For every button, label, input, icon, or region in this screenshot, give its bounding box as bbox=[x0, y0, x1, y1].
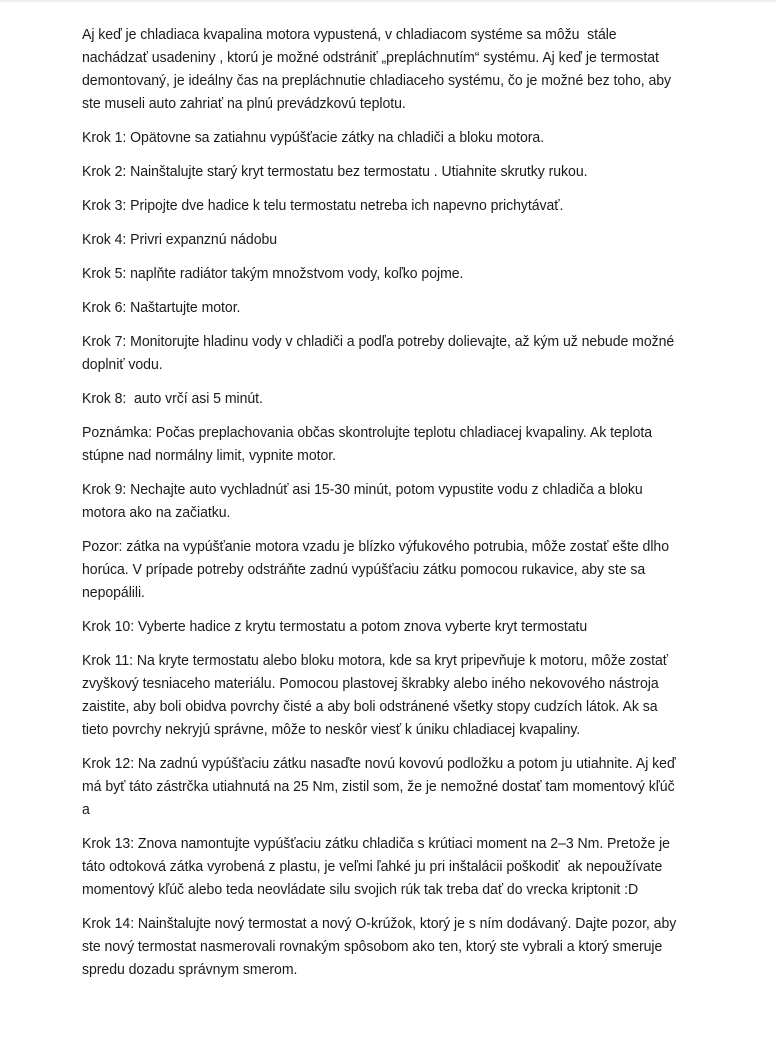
paragraph-krok-12: Krok 12: Na zadnú vypúšťaciu zátku nasaďte novú kovovú podložku a potom ju utiahnite. Aj keď má byť táto zástrčka utiahnutá na 25 Nm, zistil som, že je nemožné dostať tam momentový kľúč a bbox=[82, 756, 680, 818]
paragraph-krok-4: Krok 4: Privri expanznú nádobu bbox=[82, 232, 278, 248]
paragraph-krok-7: Krok 7: Monitorujte hladinu vody v chladiči a podľa potreby dolievajte, až kým už nebude možné doplniť vodu. bbox=[82, 334, 679, 373]
paragraph-pozor: Pozor: zátka na vypúšťanie motora vzadu je blízko výfukového potrubia, môže zostať ešte dlho horúca. V prípade potreby odstráňte zadnú vypúšťaciu zátku pomocou rukavice, aby ste sa nepopálili. bbox=[82, 539, 673, 601]
paragraph-krok-11: Krok 11: Na kryte termostatu alebo bloku motora, kde sa kryt pripevňuje k motoru, môže zostať zvyškový tesniaceho materiálu. Pomocou plastovej škrabky alebo iného nekovového nástroja zaistite, aby boli obidva povrchy čisté a aby boli odstránené všetky stopy cudzích látok. Ak sa tieto povrchy nekryjú správne, môže to neskôr viesť k úniku chladiacej kvapaliny. bbox=[82, 653, 672, 738]
paragraph-intro: Aj keď je chladiaca kvapalina motora vypustená, v chladiacom systéme sa môžu stále nachádzať usadeniny , ktorú je možné odstrániť „prepláchnutím“ systému. Aj keď je termostat demontovaný, je ideálny čas na prepláchnutie chladiaceho systému, čo je možné bez toho, aby ste museli auto zahriať na plnú prevádzkovú teplotu. bbox=[82, 27, 675, 112]
paragraph-krok-1: Krok 1: Opätovne sa zatiahnu vypúšťacie zátky na chladiči a bloku motora. bbox=[82, 130, 545, 146]
paragraph-poznamka: Poznámka: Počas preplachovania občas skontrolujte teplotu chladiacej kvapaliny. Ak teplota stúpne nad normálny limit, vypnite motor. bbox=[82, 425, 656, 464]
paragraph-krok-13: Krok 13: Znova namontujte vypúšťaciu zátku chladiča s krútiaci moment na 2–3 Nm. Pretože je táto odtoková zátka vyrobená z plastu, je veľmi ľahké ju pri inštalácii poškodiť ak nepoužívate momentový kľúč alebo teda neovládate silu svojich rúk tak treba dať do vrecka kriptonit :D bbox=[82, 836, 674, 898]
paragraph-krok-2: Krok 2: Nainštalujte starý kryt termostatu bez termostatu . Utiahnite skrutky rukou. bbox=[82, 164, 588, 180]
document-text-body bbox=[82, 24, 702, 982]
paragraph-krok-5: Krok 5: naplňte radiátor takým množstvom vody, koľko pojme. bbox=[82, 266, 464, 282]
page-top-edge bbox=[0, 0, 776, 3]
paragraph-krok-6: Krok 6: Naštartujte motor. bbox=[82, 300, 241, 316]
paragraph-krok-10: Krok 10: Vyberte hadice z krytu termostatu a potom znova vyberte kryt termostatu bbox=[82, 619, 588, 635]
paragraph-krok-3: Krok 3: Pripojte dve hadice k telu termostatu netreba ich napevno prichytávať. bbox=[82, 198, 564, 214]
paragraph-krok-8: Krok 8: auto vrčí asi 5 minút. bbox=[82, 391, 263, 407]
paragraph-krok-9: Krok 9: Nechajte auto vychladnúť asi 15-30 minút, potom vypustite vodu z chladiča a bloku motora ako na začiatku. bbox=[82, 482, 647, 521]
paragraph-krok-14: Krok 14: Nainštalujte nový termostat a nový O-krúžok, ktorý je s ním dodávaný. Dajte pozor, aby ste nový termostat nasmerovali rovnakým spôsobom ako ten, ktorý ste vybrali a ktorý smeruje spredu dozadu správnym smerom. bbox=[82, 916, 681, 978]
